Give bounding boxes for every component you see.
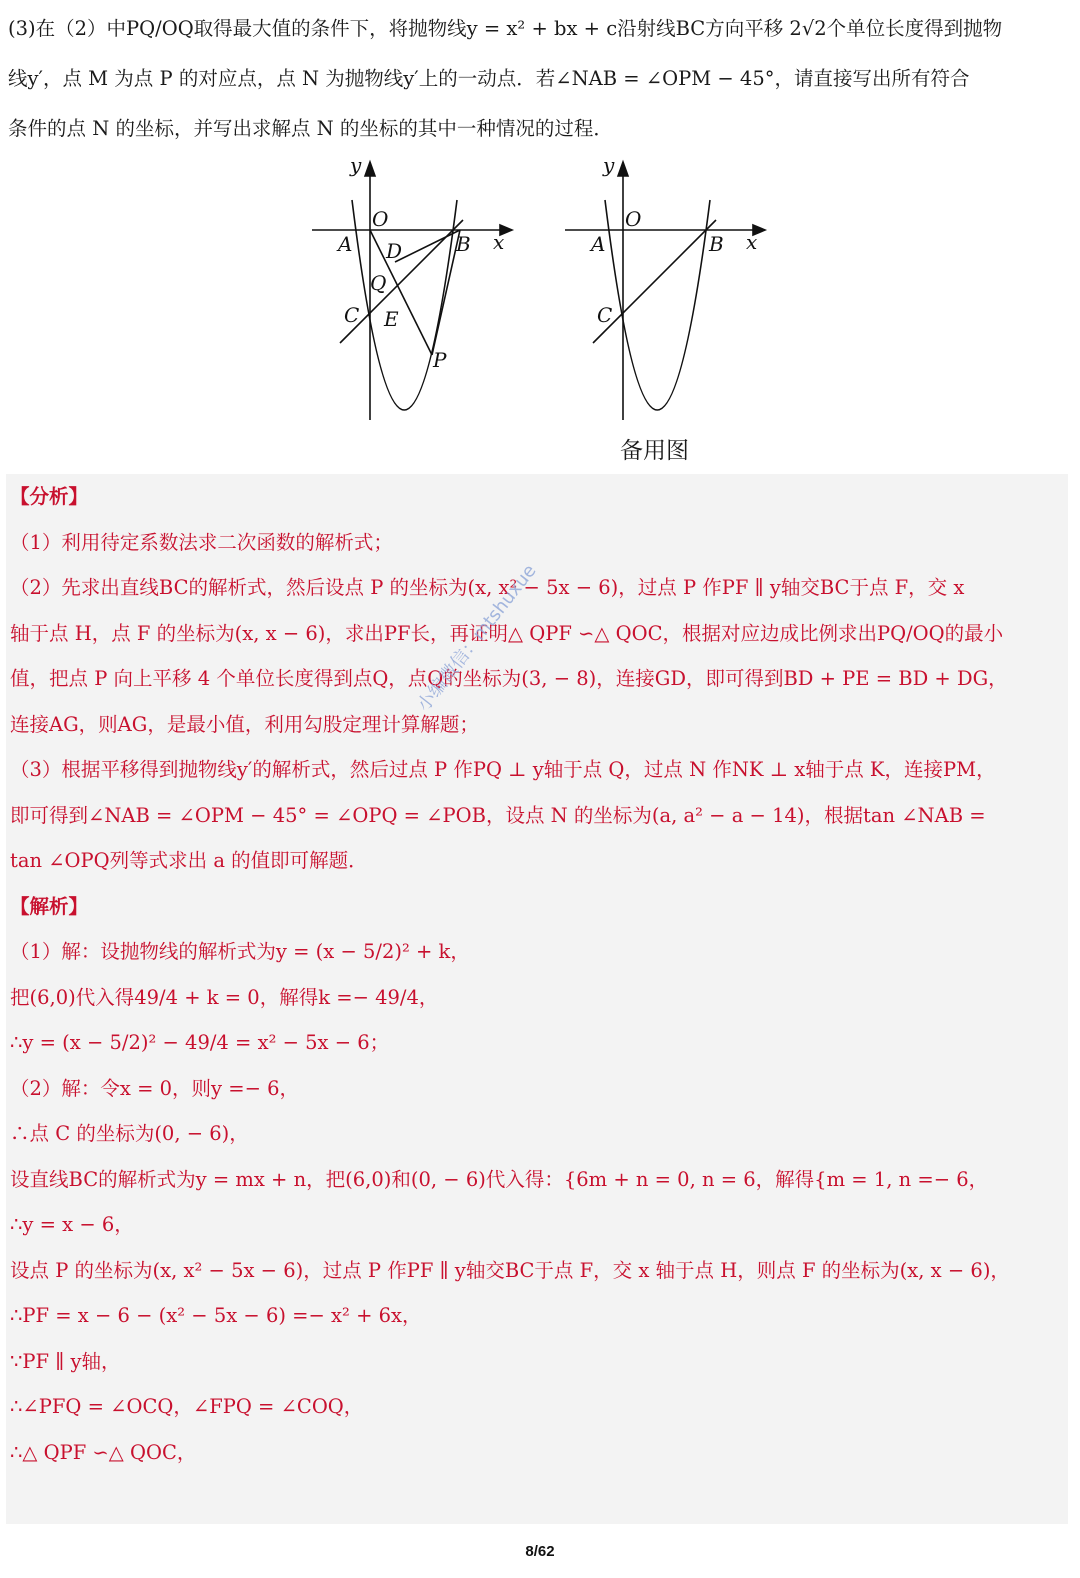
question-block <box>8 4 1072 154</box>
solution-line: ∴y = (x − 5/2)² − 49/4 = x² − 5x − 6； <box>10 1031 390 1054</box>
analysis-line: 轴于点 H，点 F 的坐标为(x, x − 6)，求出PF长，再证明△ QPF ∽△ QOC，根据对应边成比例求出PQ/OQ的最小 <box>10 621 1004 645</box>
solution-line: ∴点 C 的坐标为(0, − 6)， <box>10 1122 249 1145</box>
watermark: 小编微信：mtshuxue <box>413 560 541 716</box>
analysis-line: 即可得到∠NAB = ∠OPM − 45° = ∠OPQ = ∠POB，设点 N 的坐标为(a, a² − a − 14)，根据tan ∠NAB = <box>10 803 986 827</box>
solution-line: 设直线BC的解析式为y = mx + n，把(6,0)和(0, − 6)代入得：{6m + n = 0, n = 6，解得{m = 1, n =− 6， <box>10 1167 989 1191</box>
label-x: x <box>493 230 505 254</box>
figure-left <box>300 150 530 434</box>
label-y: y <box>603 153 615 177</box>
y-axis-arrow <box>365 162 375 176</box>
label-p: P <box>433 348 447 372</box>
label-a: A <box>591 232 606 256</box>
label-b: B <box>456 232 471 256</box>
analysis-line: tan ∠OPQ列等式求出 a 的值即可解题． <box>10 849 368 872</box>
figure-right-svg <box>553 150 783 430</box>
page-number: 8/62 <box>525 1543 555 1560</box>
answer-panel <box>6 474 1068 1524</box>
figure-left-svg <box>300 150 530 430</box>
parabola <box>605 200 710 410</box>
label-o: O <box>372 207 389 231</box>
label-c: C <box>597 303 613 327</box>
y-axis-arrow <box>618 162 628 176</box>
parabola <box>352 200 457 410</box>
label-x: x <box>746 230 758 254</box>
solution-line: 把(6,0)代入得49/4 + k = 0，解得k =− 49/4， <box>10 985 439 1009</box>
analysis-line: 连接AG，则AG，是最小值，利用勾股定理计算解题； <box>10 712 479 736</box>
solution-line: （2）解：令x = 0，则y =− 6， <box>10 1076 300 1100</box>
label-q: Q <box>370 271 387 295</box>
analysis-line: （1）利用待定系数法求二次函数的解析式； <box>10 530 393 554</box>
solution-line: ∴△ QPF ∽△ QOC， <box>10 1440 197 1464</box>
answer-text <box>10 474 1066 1475</box>
solution-line: ∴PF = x − 6 − (x² − 5x − 6) =− x² + 6x， <box>10 1304 422 1327</box>
solution-line: ∵PF ∥ y轴， <box>10 1349 121 1373</box>
analysis-title: 【分析】 <box>10 485 89 508</box>
solution-line: ∴∠PFQ = ∠OCQ，∠FPQ = ∠COQ， <box>10 1395 364 1418</box>
figure-right <box>553 150 783 434</box>
solution-title: 【解析】 <box>10 894 89 918</box>
solution-line: 设点 P 的坐标为(x, x² − 5x − 6)，过点 P 作PF ∥ y轴交BC于点 F，交 x 轴于点 H，则点 F 的坐标为(x, x − 6)， <box>10 1258 1010 1282</box>
figure-caption: 备用图 <box>620 438 689 464</box>
analysis-line: 值，把点 P 向上平移 4 个单位长度得到点Q，点Q的坐标为(3, − 8)，连接GD，即可得到BD + PE = BD + DG， <box>10 667 1008 690</box>
label-e: E <box>384 307 399 331</box>
solution-line: （1）解：设抛物线的解析式为y = (x − 5/2)² + k， <box>10 940 470 963</box>
analysis-line: （3）根据平移得到抛物线y′的解析式，然后过点 P 作PQ ⊥ y轴于点 Q，过点 N 作NK ⊥ x轴于点 K，连接PM， <box>10 758 996 781</box>
solution-line: ∴y = x − 6， <box>10 1213 134 1236</box>
label-o: O <box>625 207 642 231</box>
label-c: C <box>344 303 360 327</box>
analysis-line: （2）先求出直线BC的解析式，然后设点 P 的坐标为(x, x² − 5x − 6)，过点 P 作PF ∥ y轴交BC于点 F，交 x <box>10 576 965 599</box>
label-a: A <box>338 232 353 256</box>
label-y: y <box>350 153 362 177</box>
label-d: D <box>386 239 403 263</box>
question-line: 条件的点 N 的坐标，并写出求解点 N 的坐标的其中一种情况的过程． <box>8 117 613 140</box>
question-line: (3)在（2）中PQ/OQ取得最大值的条件下，将抛物线y = x² + bx + c沿射线BC方向平移 2√2个单位长度得到抛物 <box>8 17 1003 40</box>
label-b: B <box>709 232 724 256</box>
question-line: 线y′，点 M 为点 P 的对应点，点 N 为抛物线y′上的一动点．若∠NAB = ∠OPM − 45°，请直接写出所有符合 <box>8 67 970 90</box>
